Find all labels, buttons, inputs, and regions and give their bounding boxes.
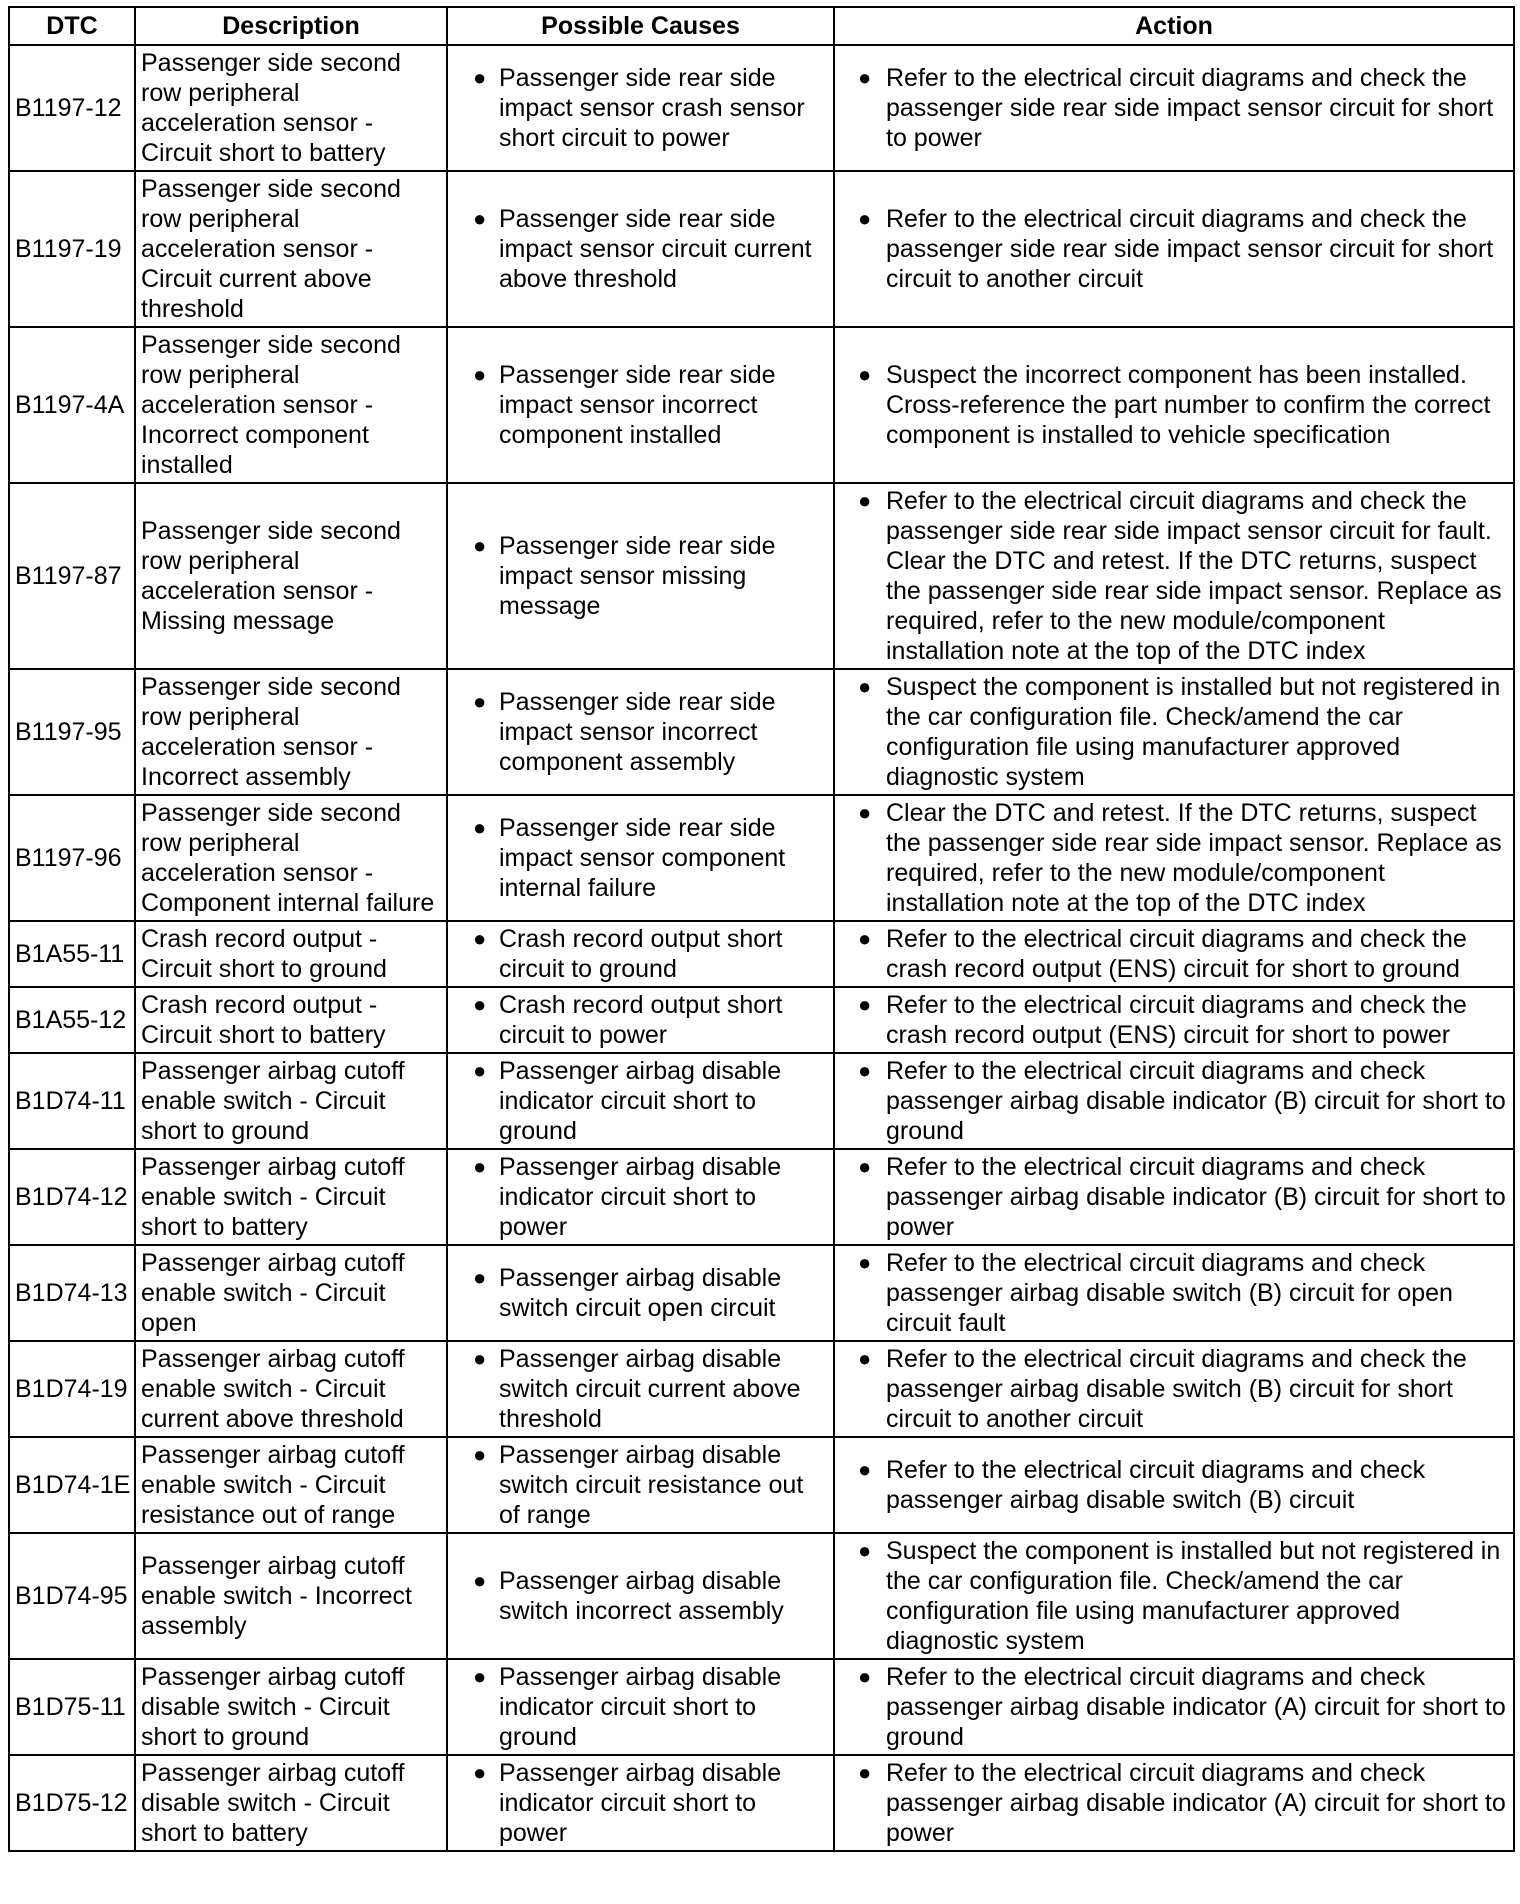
bullet-icon: ●	[473, 206, 487, 231]
description-cell: Passenger airbag cutoff disable switch - Circuit short to ground	[135, 1659, 447, 1755]
possible-cause-cell	[447, 795, 834, 921]
dtc-code: B1197-4A	[9, 327, 135, 483]
bullet-icon: ●	[858, 800, 872, 825]
possible-cause-cell	[447, 171, 834, 327]
action-cell	[834, 171, 1514, 327]
possible-cause-cell	[447, 1341, 834, 1437]
dtc-code: B1D75-12	[9, 1755, 135, 1851]
bullet-icon: ●	[473, 65, 487, 90]
cause-text: Passenger airbag disable indicator circuit short to ground	[499, 1663, 782, 1751]
bullet-icon: ●	[473, 1265, 487, 1290]
action-bullet-item	[840, 360, 1508, 450]
header-action: Action	[834, 7, 1514, 45]
action-cell	[834, 987, 1514, 1053]
action-text: Refer to the electrical circuit diagrams and check passenger airbag disable indicator (B) circuit for short to ground	[886, 1057, 1506, 1145]
bullet-icon: ●	[473, 1442, 487, 1467]
action-cell	[834, 1053, 1514, 1149]
action-text: Refer to the electrical circuit diagrams and check passenger airbag disable switch (B) circuit	[886, 1456, 1426, 1514]
action-text: Refer to the electrical circuit diagrams and check the crash record output (ENS) circuit for short to power	[886, 991, 1467, 1049]
table-body	[9, 45, 1514, 1851]
description-cell: Passenger airbag cutoff enable switch - Circuit short to battery	[135, 1149, 447, 1245]
action-bullet-item	[840, 1152, 1508, 1242]
cause-bullet-item	[453, 1152, 828, 1242]
cause-text: Passenger airbag disable indicator circuit short to power	[499, 1153, 782, 1241]
table-row	[9, 45, 1514, 171]
action-text: Refer to the electrical circuit diagrams and check the crash record output (ENS) circuit for short to ground	[886, 925, 1467, 983]
description-cell: Passenger side second row peripheral acceleration sensor - Incorrect assembly	[135, 669, 447, 795]
action-text: Refer to the electrical circuit diagrams and check passenger airbag disable switch (B) circuit for open circuit fault	[886, 1249, 1453, 1337]
bullet-icon: ●	[473, 815, 487, 840]
cause-text: Passenger airbag disable switch circuit current above threshold	[499, 1345, 801, 1433]
action-bullet-item	[840, 990, 1508, 1050]
table-row	[9, 1659, 1514, 1755]
action-text: Refer to the electrical circuit diagrams and check the passenger side rear side impact sensor circuit for short to power	[886, 64, 1494, 152]
bullet-icon: ●	[858, 992, 872, 1017]
dtc-table	[8, 6, 1515, 1852]
description-cell: Passenger side second row peripheral acceleration sensor - Circuit current above threshold	[135, 171, 447, 327]
bullet-icon: ●	[473, 533, 487, 558]
bullet-icon: ●	[858, 1346, 872, 1371]
description-cell: Passenger side second row peripheral acceleration sensor - Incorrect component installed	[135, 327, 447, 483]
possible-cause-cell	[447, 1533, 834, 1659]
bullet-icon: ●	[473, 1346, 487, 1371]
action-cell	[834, 1533, 1514, 1659]
cause-bullet-item	[453, 63, 828, 153]
table-row	[9, 1533, 1514, 1659]
bullet-icon: ●	[858, 206, 872, 231]
description-cell: Crash record output - Circuit short to battery	[135, 987, 447, 1053]
action-cell	[834, 795, 1514, 921]
dtc-code: B1D74-19	[9, 1341, 135, 1437]
table-row	[9, 669, 1514, 795]
dtc-code: B1D74-95	[9, 1533, 135, 1659]
cause-text: Passenger side rear side impact sensor incorrect component installed	[499, 361, 776, 449]
action-bullet-item	[840, 1662, 1508, 1752]
dtc-code: B1197-12	[9, 45, 135, 171]
description-cell: Passenger airbag cutoff enable switch - Circuit open	[135, 1245, 447, 1341]
table-row	[9, 1755, 1514, 1851]
description-cell: Passenger side second row peripheral acceleration sensor - Missing message	[135, 483, 447, 669]
action-cell	[834, 1755, 1514, 1851]
action-text: Suspect the component is installed but not registered in the car configuration file. Check/amend the car configuration file using manufacturer approved diagnostic system	[886, 673, 1501, 791]
bullet-icon: ●	[858, 674, 872, 699]
action-bullet-item	[840, 1536, 1508, 1656]
possible-cause-cell	[447, 327, 834, 483]
description-cell: Passenger airbag cutoff enable switch - Circuit current above threshold	[135, 1341, 447, 1437]
description-cell: Passenger airbag cutoff enable switch - Incorrect assembly	[135, 1533, 447, 1659]
possible-cause-cell	[447, 921, 834, 987]
action-text: Refer to the electrical circuit diagrams and check passenger airbag disable indicator (A) circuit for short to ground	[886, 1663, 1506, 1751]
action-text: Refer to the electrical circuit diagrams and check the passenger side rear side impact sensor circuit for fault. Clear the DTC and retest. If the DTC returns, suspect the passenger side rear side impact sensor. Replace as required, refer to the new module/component installation note at the top of the DTC index	[886, 487, 1502, 665]
action-cell	[834, 669, 1514, 795]
bullet-icon: ●	[473, 992, 487, 1017]
cause-text: Passenger airbag disable indicator circuit short to power	[499, 1759, 782, 1847]
action-text: Refer to the electrical circuit diagrams and check passenger airbag disable indicator (A) circuit for short to power	[886, 1759, 1506, 1847]
action-bullet-item	[840, 672, 1508, 792]
possible-cause-cell	[447, 1437, 834, 1533]
dtc-code: B1D74-11	[9, 1053, 135, 1149]
dtc-code: B1D74-13	[9, 1245, 135, 1341]
bullet-icon: ●	[473, 689, 487, 714]
action-text: Refer to the electrical circuit diagrams and check passenger airbag disable indicator (B) circuit for short to power	[886, 1153, 1506, 1241]
bullet-icon: ●	[473, 1760, 487, 1785]
cause-text: Passenger side rear side impact sensor component internal failure	[499, 814, 786, 902]
cause-bullet-item	[453, 1344, 828, 1434]
bullet-icon: ●	[858, 1250, 872, 1275]
cause-text: Crash record output short circuit to ground	[499, 925, 783, 983]
bullet-icon: ●	[858, 488, 872, 513]
bullet-icon: ●	[858, 1538, 872, 1563]
description-cell: Passenger side second row peripheral acceleration sensor - Circuit short to battery	[135, 45, 447, 171]
possible-cause-cell	[447, 1053, 834, 1149]
cause-bullet-item	[453, 1662, 828, 1752]
table-row	[9, 795, 1514, 921]
possible-cause-cell	[447, 483, 834, 669]
bullet-icon: ●	[858, 1058, 872, 1083]
action-bullet-item	[840, 486, 1508, 666]
action-cell	[834, 45, 1514, 171]
cause-bullet-item	[453, 204, 828, 294]
description-cell: Passenger side second row peripheral acceleration sensor - Component internal failure	[135, 795, 447, 921]
action-bullet-item	[840, 1758, 1508, 1848]
dtc-code: B1197-95	[9, 669, 135, 795]
table-row	[9, 1437, 1514, 1533]
possible-cause-cell	[447, 45, 834, 171]
cause-text: Passenger airbag disable switch circuit resistance out of range	[499, 1441, 804, 1529]
action-bullet-item	[840, 798, 1508, 918]
table-row	[9, 483, 1514, 669]
description-cell: Passenger airbag cutoff enable switch - Circuit resistance out of range	[135, 1437, 447, 1533]
action-text: Refer to the electrical circuit diagrams and check the passenger side rear side impact sensor circuit for short circuit to another circuit	[886, 205, 1494, 293]
dtc-code: B1D75-11	[9, 1659, 135, 1755]
bullet-icon: ●	[473, 362, 487, 387]
cause-text: Passenger side rear side impact sensor crash sensor short circuit to power	[499, 64, 805, 152]
action-cell	[834, 1149, 1514, 1245]
table-row	[9, 1053, 1514, 1149]
action-text: Suspect the incorrect component has been installed. Cross-reference the part number to confirm the correct component is installed to vehicle specification	[886, 361, 1491, 449]
cause-bullet-item	[453, 1440, 828, 1530]
bullet-icon: ●	[473, 926, 487, 951]
cause-bullet-item	[453, 531, 828, 621]
action-text: Suspect the component is installed but not registered in the car configuration file. Check/amend the car configuration file using manufacturer approved diagnostic system	[886, 1537, 1501, 1655]
table-row	[9, 987, 1514, 1053]
dtc-code: B1197-87	[9, 483, 135, 669]
table-header-row	[9, 7, 1514, 45]
table-row	[9, 1341, 1514, 1437]
action-text: Clear the DTC and retest. If the DTC returns, suspect the passenger side rear side impact sensor. Replace as required, refer to the new module/component installation note at the top of the DTC index	[886, 799, 1502, 917]
header-description: Description	[135, 7, 447, 45]
possible-cause-cell	[447, 1755, 834, 1851]
action-bullet-item	[840, 1344, 1508, 1434]
cause-bullet-item	[453, 1263, 828, 1323]
action-bullet-item	[840, 1056, 1508, 1146]
dtc-code: B1197-19	[9, 171, 135, 327]
cause-text: Passenger airbag disable indicator circuit short to ground	[499, 1057, 782, 1145]
bullet-icon: ●	[858, 1457, 872, 1482]
cause-bullet-item	[453, 990, 828, 1050]
cause-text: Passenger side rear side impact sensor circuit current above threshold	[499, 205, 812, 293]
action-bullet-item	[840, 204, 1508, 294]
bullet-icon: ●	[858, 65, 872, 90]
cause-bullet-item	[453, 924, 828, 984]
cause-text: Crash record output short circuit to power	[499, 991, 783, 1049]
cause-text: Passenger airbag disable switch circuit open circuit	[499, 1264, 782, 1322]
header-possible-causes: Possible Causes	[447, 7, 834, 45]
dtc-code: B1D74-1E	[9, 1437, 135, 1533]
action-cell	[834, 1659, 1514, 1755]
action-cell	[834, 1245, 1514, 1341]
description-cell: Passenger airbag cutoff disable switch - Circuit short to battery	[135, 1755, 447, 1851]
cause-bullet-item	[453, 687, 828, 777]
action-bullet-item	[840, 924, 1508, 984]
possible-cause-cell	[447, 669, 834, 795]
table-row	[9, 171, 1514, 327]
possible-cause-cell	[447, 1245, 834, 1341]
bullet-icon: ●	[858, 1154, 872, 1179]
header-dtc: DTC	[9, 7, 135, 45]
possible-cause-cell	[447, 1659, 834, 1755]
possible-cause-cell	[447, 1149, 834, 1245]
table-row	[9, 921, 1514, 987]
bullet-icon: ●	[858, 1760, 872, 1785]
cause-text: Passenger airbag disable switch incorrect assembly	[499, 1567, 784, 1625]
bullet-icon: ●	[858, 926, 872, 951]
action-bullet-item	[840, 63, 1508, 153]
action-text: Refer to the electrical circuit diagrams and check the passenger airbag disable switch (B) circuit for short circuit to another circuit	[886, 1345, 1467, 1433]
table-row	[9, 1245, 1514, 1341]
cause-bullet-item	[453, 813, 828, 903]
action-cell	[834, 1341, 1514, 1437]
table-row	[9, 327, 1514, 483]
bullet-icon: ●	[858, 362, 872, 387]
cause-bullet-item	[453, 360, 828, 450]
bullet-icon: ●	[473, 1154, 487, 1179]
dtc-code: B1A55-11	[9, 921, 135, 987]
action-cell	[834, 921, 1514, 987]
cause-text: Passenger side rear side impact sensor incorrect component assembly	[499, 688, 776, 776]
description-cell: Passenger airbag cutoff enable switch - Circuit short to ground	[135, 1053, 447, 1149]
bullet-icon: ●	[473, 1058, 487, 1083]
table-row	[9, 1149, 1514, 1245]
possible-cause-cell	[447, 987, 834, 1053]
bullet-icon: ●	[858, 1664, 872, 1689]
bullet-icon: ●	[473, 1664, 487, 1689]
bullet-icon: ●	[473, 1568, 487, 1593]
cause-bullet-item	[453, 1056, 828, 1146]
action-cell	[834, 327, 1514, 483]
action-bullet-item	[840, 1248, 1508, 1338]
dtc-code: B1D74-12	[9, 1149, 135, 1245]
dtc-code: B1197-96	[9, 795, 135, 921]
action-cell	[834, 483, 1514, 669]
cause-text: Passenger side rear side impact sensor missing message	[499, 532, 776, 620]
dtc-code: B1A55-12	[9, 987, 135, 1053]
action-cell	[834, 1437, 1514, 1533]
cause-bullet-item	[453, 1758, 828, 1848]
cause-bullet-item	[453, 1566, 828, 1626]
description-cell: Crash record output - Circuit short to ground	[135, 921, 447, 987]
action-bullet-item	[840, 1455, 1508, 1515]
